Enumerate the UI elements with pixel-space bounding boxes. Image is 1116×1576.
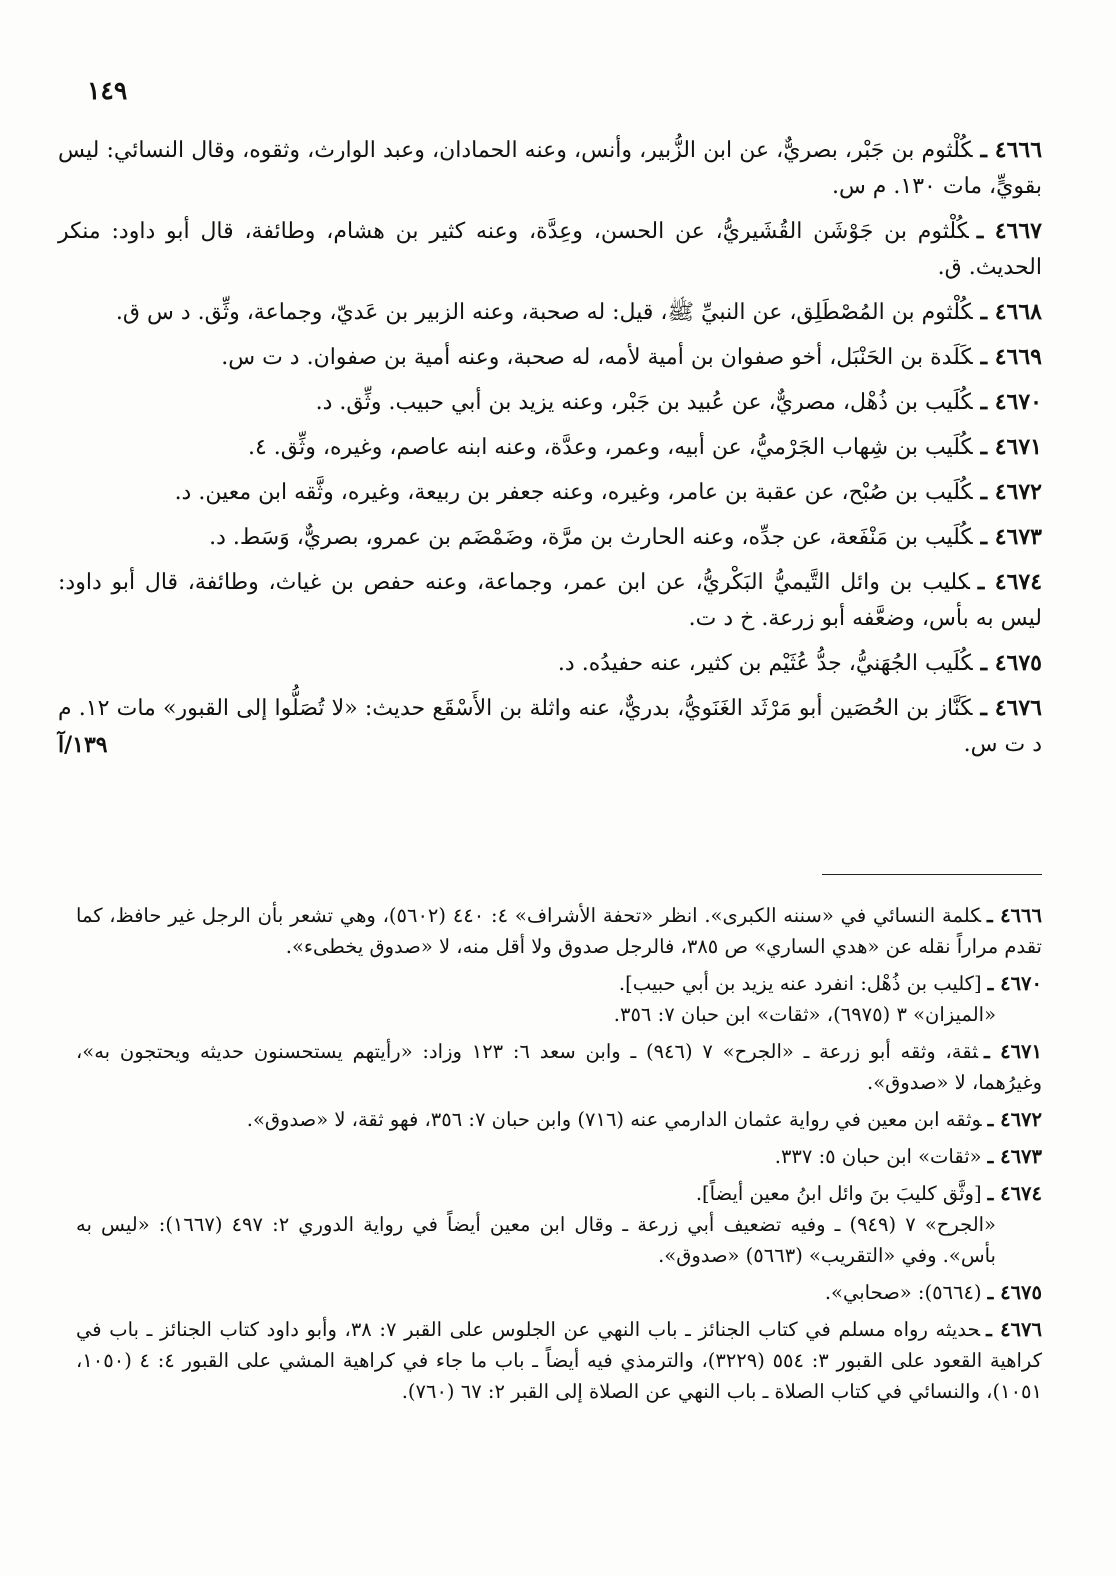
- entry: [58, 564, 1042, 637]
- manuscript-folio-marker: ١٣٩/آ: [58, 732, 108, 758]
- footnote: [76, 1104, 1042, 1135]
- footnote: [76, 1141, 1042, 1172]
- entry: [58, 645, 1042, 682]
- entry-number: ٤٦٦٧ ـ: [976, 218, 1042, 244]
- entry-number: ٤٦٧٤ ـ: [977, 569, 1043, 595]
- entry: [58, 294, 1042, 331]
- footnote-number: ٤٦٦٦ ـ: [986, 904, 1042, 927]
- footnote-text: ثقة، وثقه أبو زرعة ـ «الجرح» ٧ (٩٤٦) ـ وابن سعد ٦: ١٢٣ وزاد: «رأيتهم يستحسنون حديثه ويحتجون به»، وغيرُهما، لا «صدوق».: [76, 1040, 1042, 1094]
- entry-text: كُلَيب بن شِهاب الجَرْميُّ، عن أبيه، وعمر، وعدَّة، وعنه ابنه عاصم، وغيره، وثِّق. ٤.: [247, 435, 973, 460]
- entry-text: كُلْثوم بن المُصْطَلِق، عن النبيِّ ﷺ، قيل: له صحبة، وعنه الزبير بن عَديّ، وجماعة، وثِّق. د س ق.: [115, 300, 973, 325]
- footnote-number: ٤٦٧٤ ـ: [987, 1182, 1042, 1205]
- entry: [58, 384, 1042, 421]
- entry-number: ٤٦٧١ ـ: [980, 434, 1042, 460]
- footnote-reference: «الجرح» ٧ (٩٤٩) ـ وفيه تضعيف أبي زرعة ـ وقال ابن معين أيضاً في رواية الدوري ٢: ٤٩٧ (١٦٦٧): «ليس به بأس». وفي «التقريب» (٥٦٦٣) «صدوق».: [76, 1213, 996, 1267]
- entry-text: كُلَيب بن صُبْح، عن عقبة بن عامر، وغيره، وعنه جعفر بن ربيعة، وغيره، وثَّقه ابن معين. د.: [174, 480, 973, 505]
- main-text: [58, 132, 1042, 771]
- entry-number: ٤٦٦٨ ـ: [980, 299, 1042, 325]
- footnote: [76, 1036, 1042, 1098]
- footnote: [76, 900, 1042, 962]
- entry: [58, 519, 1042, 556]
- footnote-number: ٤٦٧٠ ـ: [987, 972, 1042, 995]
- footnote-text: [وثَّق كليبَ بنَ وائل ابنُ معين أيضاً].: [695, 1182, 982, 1205]
- footnote-text: وثقه ابن معين في رواية عثمان الدارمي عنه (٧١٦) وابن حبان ٧: ٣٥٦، فهو ثقة، لا «صدوق».: [246, 1108, 982, 1131]
- entry-text: كَنَّاز بن الحُصَين أبو مَرْثَد الغَنَويُّ، بدريٌّ، عنه واثلة بن الأَسْقَع حديث: «لا تُصَلُّوا إلى القبور» مات ١٢. م د ت س.: [58, 696, 1042, 757]
- entry: [58, 132, 1042, 205]
- footnote: [76, 968, 1042, 1030]
- footnote-text: (٥٦٦٤): «صحابي».: [824, 1281, 982, 1304]
- footnote-number: ٤٦٧١ ـ: [984, 1040, 1042, 1063]
- footnote-text: حديثه رواه مسلم في كتاب الجنائز ـ باب النهي عن الجلوس على القبر ٧: ٣٨، وأبو داود كتاب الجنائز ـ باب في كراهية القعود على القبور ٣: ٥٥٤ (٣٢٢٩)، والترمذي فيه أيضاً ـ باب ما جاء في كراهية المشي على القبور ٤: ٤ (١٠٥٠، ١٠٥١)، والنسائي في كتاب الصلاة ـ باب النهي عن الصلاة إلى القبر ٢: ٦٧ (٧٦٠).: [76, 1318, 1042, 1403]
- entry-text: كليب بن وائل التَّيميُّ البَكْريُّ، عن ابن عمر، وجماعة، وعنه حفص بن غياث، وطائفة، قال أبو داود: ليس به بأس، وضعَّفه أبو زرعة. خ د ت.: [58, 570, 1042, 631]
- entry-number: ٤٦٦٦ ـ: [980, 137, 1043, 163]
- entry-number: ٤٦٧٦ ـ: [980, 695, 1042, 721]
- entry-text: كُلْثوم بن جَبْر، بصريٌّ، عن ابن الزُّبير، وأنس، وعنه الحمادان، وعبد الوارث، وثقوه، وقال النسائي: ليس بقويٍّ، مات ١٣٠. م س.: [58, 138, 1042, 199]
- footnote-reference: «الميزان» ٣ (٦٩٧٥)، «ثقات» ابن حبان ٧: ٣٥٦.: [613, 1003, 996, 1026]
- footnote-text: كلمة النسائي في «سننه الكبرى». انظر «تحفة الأشراف» ٤: ٤٤٠ (٥٦٠٢)، وهي تشعر بأن الرجل غير حافظ، كما تقدم مراراً نقله عن «هدي الساري» ص ٣٨٥، فالرجل صدوق ولا أقل منه، لا «صدوق يخطىء».: [76, 904, 1042, 958]
- entry: [58, 474, 1042, 511]
- footnote-text: [كليب بن ذُهْل: انفرد عنه يزيد بن أبي حبيب].: [618, 972, 982, 995]
- entry: [58, 213, 1042, 286]
- entry: [58, 429, 1042, 466]
- entry-number: ٤٦٧٥ ـ: [980, 650, 1042, 676]
- entry-text: كُلَيب بن ذُهْل، مصريٌّ، عن عُبيد بن جَبْر، وعنه يزيد بن أبي حبيب. وثِّق. د.: [315, 390, 973, 415]
- entry-number: ٤٦٧٣ ـ: [980, 524, 1042, 550]
- entry-text: كُلَيب بن مَنْفَعة، عن جدِّه، وعنه الحارث بن مرَّة، وضَمْضَم بن عمرو، بصريٌّ، وَسَط. د.: [209, 525, 973, 550]
- footnote: [76, 1314, 1042, 1407]
- footnote-divider: [822, 874, 1042, 875]
- footnote-number: ٤٦٧٢ ـ: [987, 1108, 1042, 1131]
- entry-number: ٤٦٦٩ ـ: [980, 344, 1042, 370]
- footnote: [76, 1277, 1042, 1308]
- footnote-number: ٤٦٧٥ ـ: [987, 1281, 1042, 1304]
- footnote-number: ٤٦٧٦ ـ: [986, 1318, 1042, 1341]
- footnote: [76, 1178, 1042, 1271]
- page-number: ١٤٩: [87, 76, 128, 105]
- footnote-number: ٤٦٧٣ ـ: [987, 1145, 1042, 1168]
- entry-number: ٤٦٧٢ ـ: [980, 479, 1042, 505]
- entry-text: كَلَدة بن الحَنْبَل، أخو صفوان بن أمية لأمه، له صحبة، وعنه أمية بن صفوان. د ت س.: [221, 345, 973, 370]
- entry-number: ٤٦٧٠ ـ: [980, 389, 1042, 415]
- footnote-text: «ثقات» ابن حبان ٥: ٣٣٧.: [774, 1145, 982, 1168]
- entry: [58, 690, 1042, 763]
- entry-text: كُلَيب الجُهَنيُّ، جدُّ عُثَيْم بن كثير، عنه حفيدُه. د.: [557, 651, 973, 676]
- entry-text: كُلْثوم بن جَوْشَن القُشَيريُّ، عن الحسن، وعِدَّة، وعنه كثير بن هشام، وطائفة، قال أبو داود: منكر الحديث. ق.: [58, 219, 1042, 280]
- footnotes: [76, 900, 1042, 1413]
- entry: [58, 339, 1042, 376]
